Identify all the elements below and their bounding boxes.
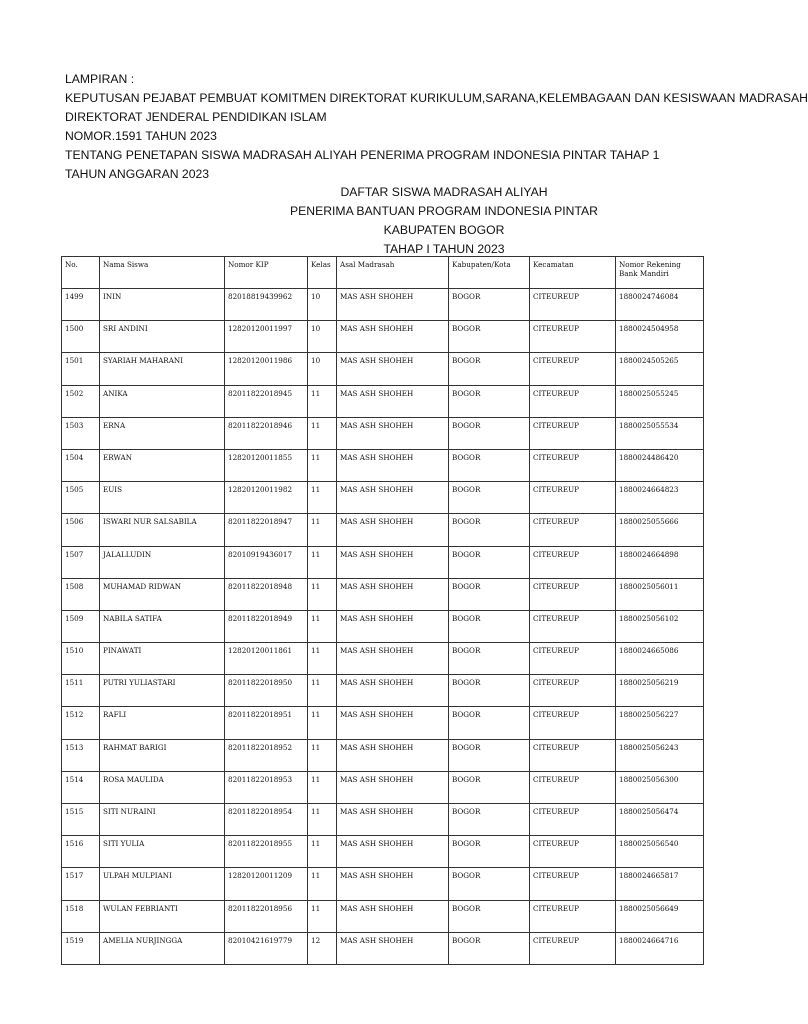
cell-nomor-kip: 82011822018947 [225,514,308,546]
cell-no: 1501 [62,353,100,385]
cell-no: 1505 [62,482,100,514]
cell-kabupaten-kota: BOGOR [449,868,530,900]
col-kabupaten-kota-header: Kabupaten/Kota [449,257,530,289]
cell-nomor-rekening: 1880024665086 [616,643,704,675]
cell-nomor-kip: 82011822018952 [225,739,308,771]
header-line-nomor: NOMOR.1591 TAHUN 2023 [65,129,217,143]
col-nama-siswa-header: Nama Siswa [100,257,225,289]
table-row [62,578,704,610]
cell-nomor-rekening: 1880025056649 [616,900,704,932]
title-line-3: KABUPATEN BOGOR [383,223,505,237]
col-no-header: No. [62,257,100,289]
cell-nomor-kip: 82010919436017 [225,546,308,578]
cell-asal-madrasah: MAS ASH SHOHEH [337,836,449,868]
cell-kecamatan: CITEUREUP [530,836,616,868]
header-line-direktorat: DIREKTORAT JENDERAL PENDIDIKAN ISLAM [65,110,327,124]
cell-asal-madrasah: MAS ASH SHOHEH [337,578,449,610]
cell-nama-siswa: SRI ANDINI [100,321,225,353]
cell-kabupaten-kota: BOGOR [449,321,530,353]
cell-asal-madrasah: MAS ASH SHOHEH [337,353,449,385]
cell-kecamatan: CITEUREUP [530,417,616,449]
cell-nomor-kip: 82011822018955 [225,836,308,868]
cell-no: 1499 [62,289,100,321]
cell-no: 1500 [62,321,100,353]
cell-asal-madrasah: MAS ASH SHOHEH [337,804,449,836]
cell-no: 1518 [62,900,100,932]
cell-kabupaten-kota: BOGOR [449,514,530,546]
cell-nama-siswa: RAFLI [100,707,225,739]
cell-no: 1519 [62,932,100,964]
col-kelas-header: Kelas [308,257,337,289]
cell-kecamatan: CITEUREUP [530,707,616,739]
cell-nomor-kip: 12820120011982 [225,482,308,514]
cell-asal-madrasah: MAS ASH SHOHEH [337,514,449,546]
cell-asal-madrasah: MAS ASH SHOHEH [337,643,449,675]
cell-kabupaten-kota: BOGOR [449,482,530,514]
cell-no: 1502 [62,385,100,417]
cell-nama-siswa: AMELIA NURJINGGA [100,932,225,964]
cell-kabupaten-kota: BOGOR [449,417,530,449]
cell-kecamatan: CITEUREUP [530,675,616,707]
cell-kabupaten-kota: BOGOR [449,804,530,836]
cell-kelas: 11 [308,900,337,932]
cell-kelas: 10 [308,289,337,321]
cell-nomor-rekening: 1880025055534 [616,417,704,449]
cell-no: 1517 [62,868,100,900]
cell-no: 1503 [62,417,100,449]
cell-kabupaten-kota: BOGOR [449,289,530,321]
cell-nama-siswa: PUTRI YULIASTARI [100,675,225,707]
cell-kecamatan: CITEUREUP [530,643,616,675]
cell-nomor-kip: 82011822018956 [225,900,308,932]
cell-no: 1511 [62,675,100,707]
cell-nomor-rekening: 1880025056219 [616,675,704,707]
cell-no: 1516 [62,836,100,868]
cell-no: 1510 [62,643,100,675]
cell-nama-siswa: ININ [100,289,225,321]
cell-kabupaten-kota: BOGOR [449,643,530,675]
cell-nama-siswa: ERWAN [100,449,225,481]
header-line-lampiran: LAMPIRAN : [65,72,135,86]
cell-no: 1509 [62,610,100,642]
table-row [62,482,704,514]
cell-kelas: 11 [308,610,337,642]
cell-kabupaten-kota: BOGOR [449,675,530,707]
cell-kecamatan: CITEUREUP [530,546,616,578]
cell-kelas: 11 [308,417,337,449]
cell-nomor-rekening: 1880025056227 [616,707,704,739]
cell-kelas: 11 [308,578,337,610]
cell-kelas: 10 [308,353,337,385]
table-row [62,900,704,932]
cell-nomor-rekening: 1880025055666 [616,514,704,546]
title-line-4: TAHAP I TAHUN 2023 [383,242,505,256]
cell-no: 1513 [62,739,100,771]
table-row [62,868,704,900]
cell-nama-siswa: JALALLUDIN [100,546,225,578]
cell-nomor-rekening: 1880024664823 [616,482,704,514]
cell-kecamatan: CITEUREUP [530,610,616,642]
cell-asal-madrasah: MAS ASH SHOHEH [337,900,449,932]
cell-nama-siswa: ANIKA [100,385,225,417]
cell-nomor-rekening: 1880024504958 [616,321,704,353]
table-row [62,449,704,481]
col-nomor-rekening-header: Nomor Rekening Bank Mandiri [616,257,704,289]
cell-kelas: 12 [308,932,337,964]
cell-asal-madrasah: MAS ASH SHOHEH [337,739,449,771]
cell-kelas: 11 [308,675,337,707]
cell-nama-siswa: SITI NURAINI [100,804,225,836]
cell-kelas: 11 [308,643,337,675]
cell-nomor-rekening: 1880025056540 [616,836,704,868]
cell-nama-siswa: MUHAMAD RIDWAN [100,578,225,610]
cell-kabupaten-kota: BOGOR [449,707,530,739]
cell-nomor-rekening: 1880024664898 [616,546,704,578]
cell-kelas: 11 [308,804,337,836]
cell-kecamatan: CITEUREUP [530,578,616,610]
cell-kabupaten-kota: BOGOR [449,385,530,417]
cell-nama-siswa: ROSA MAULIDA [100,771,225,803]
cell-nama-siswa: ULPAH MULPIANI [100,868,225,900]
cell-nomor-kip: 82011822018945 [225,385,308,417]
cell-nama-siswa: SYARIAH MAHARANI [100,353,225,385]
cell-asal-madrasah: MAS ASH SHOHEH [337,449,449,481]
cell-nama-siswa: EUIS [100,482,225,514]
cell-nomor-rekening: 1880024505265 [616,353,704,385]
cell-kecamatan: CITEUREUP [530,449,616,481]
cell-nomor-rekening: 1880025056300 [616,771,704,803]
cell-nomor-rekening: 1880024746084 [616,289,704,321]
cell-asal-madrasah: MAS ASH SHOHEH [337,289,449,321]
student-table [61,256,704,965]
cell-kelas: 11 [308,514,337,546]
cell-nama-siswa: PINAWATI [100,643,225,675]
cell-no: 1515 [62,804,100,836]
cell-no: 1507 [62,546,100,578]
cell-kabupaten-kota: BOGOR [449,836,530,868]
cell-no: 1514 [62,771,100,803]
cell-nomor-rekening: 1880025056102 [616,610,704,642]
cell-nomor-kip: 82011822018946 [225,417,308,449]
cell-nomor-kip: 82011822018953 [225,771,308,803]
header-line-keputusan: KEPUTUSAN PEJABAT PEMBUAT KOMITMEN DIREKTORAT KURIKULUM,SARANA,KELEMBAGAAN DAN KESISWAAN MADRASAH [65,91,808,105]
cell-nomor-kip: 12820120011997 [225,321,308,353]
cell-kelas: 11 [308,868,337,900]
cell-kecamatan: CITEUREUP [530,900,616,932]
cell-no: 1508 [62,578,100,610]
cell-kecamatan: CITEUREUP [530,771,616,803]
cell-kabupaten-kota: BOGOR [449,546,530,578]
cell-nomor-kip: 82018819439962 [225,289,308,321]
cell-asal-madrasah: MAS ASH SHOHEH [337,417,449,449]
cell-kecamatan: CITEUREUP [530,353,616,385]
col-kecamatan-header: Kecamatan [530,257,616,289]
header-line-tahun-anggaran: TAHUN ANGGARAN 2023 [65,167,210,181]
cell-kecamatan: CITEUREUP [530,804,616,836]
table-row [62,804,704,836]
cell-kelas: 11 [308,385,337,417]
cell-kecamatan: CITEUREUP [530,932,616,964]
cell-kecamatan: CITEUREUP [530,514,616,546]
cell-kelas: 11 [308,739,337,771]
table-row [62,707,704,739]
cell-asal-madrasah: MAS ASH SHOHEH [337,385,449,417]
cell-kecamatan: CITEUREUP [530,385,616,417]
table-row [62,836,704,868]
cell-asal-madrasah: MAS ASH SHOHEH [337,482,449,514]
cell-nama-siswa: RAHMAT BARIGI [100,739,225,771]
cell-kecamatan: CITEUREUP [530,289,616,321]
title-line-2: PENERIMA BANTUAN PROGRAM INDONESIA PINTAR [290,204,598,218]
cell-nomor-rekening: 1880025056243 [616,739,704,771]
cell-kabupaten-kota: BOGOR [449,739,530,771]
table-row [62,643,704,675]
cell-kelas: 11 [308,546,337,578]
cell-kelas: 11 [308,449,337,481]
cell-nama-siswa: ERNA [100,417,225,449]
cell-nomor-rekening: 1880024486420 [616,449,704,481]
cell-asal-madrasah: MAS ASH SHOHEH [337,868,449,900]
cell-kelas: 11 [308,771,337,803]
table-row [62,932,704,964]
cell-asal-madrasah: MAS ASH SHOHEH [337,321,449,353]
cell-kabupaten-kota: BOGOR [449,771,530,803]
cell-kelas: 11 [308,836,337,868]
cell-kecamatan: CITEUREUP [530,739,616,771]
cell-nama-siswa: WULAN FEBRIANTI [100,900,225,932]
table-row [62,321,704,353]
cell-kecamatan: CITEUREUP [530,482,616,514]
table-row [62,739,704,771]
table-row [62,610,704,642]
cell-nomor-rekening: 1880025056011 [616,578,704,610]
cell-kecamatan: CITEUREUP [530,321,616,353]
cell-kabupaten-kota: BOGOR [449,353,530,385]
cell-nomor-rekening: 1880025056474 [616,804,704,836]
decree-header [65,70,808,184]
cell-kabupaten-kota: BOGOR [449,932,530,964]
table-row [62,289,704,321]
cell-asal-madrasah: MAS ASH SHOHEH [337,546,449,578]
cell-nomor-kip: 12820120011861 [225,643,308,675]
cell-nomor-kip: 82011822018951 [225,707,308,739]
list-title [284,183,604,259]
cell-kelas: 11 [308,482,337,514]
cell-asal-madrasah: MAS ASH SHOHEH [337,675,449,707]
cell-nomor-rekening: 1880025055245 [616,385,704,417]
cell-nomor-kip: 82010421619779 [225,932,308,964]
cell-kabupaten-kota: BOGOR [449,578,530,610]
cell-nomor-kip: 82011822018950 [225,675,308,707]
table-body [62,289,704,965]
cell-nomor-kip: 12820120011986 [225,353,308,385]
cell-kabupaten-kota: BOGOR [449,610,530,642]
table-row [62,771,704,803]
cell-nomor-kip: 82011822018948 [225,578,308,610]
table-row [62,546,704,578]
cell-nomor-rekening: 1880024665817 [616,868,704,900]
cell-asal-madrasah: MAS ASH SHOHEH [337,707,449,739]
cell-kelas: 11 [308,707,337,739]
cell-no: 1506 [62,514,100,546]
cell-nama-siswa: NABILA SATIFA [100,610,225,642]
cell-nama-siswa: ISWARI NUR SALSABILA [100,514,225,546]
cell-no: 1504 [62,449,100,481]
title-line-1: DAFTAR SISWA MADRASAH ALIYAH [340,185,548,199]
cell-asal-madrasah: MAS ASH SHOHEH [337,610,449,642]
cell-nomor-rekening: 1880024664716 [616,932,704,964]
cell-kabupaten-kota: BOGOR [449,449,530,481]
cell-kabupaten-kota: BOGOR [449,900,530,932]
cell-no: 1512 [62,707,100,739]
cell-asal-madrasah: MAS ASH SHOHEH [337,932,449,964]
cell-kecamatan: CITEUREUP [530,868,616,900]
header-line-tentang: TENTANG PENETAPAN SISWA MADRASAH ALIYAH PENERIMA PROGRAM INDONESIA PINTAR TAHAP 1 [65,148,660,162]
table-header-row [62,257,704,289]
table-row [62,353,704,385]
cell-kelas: 10 [308,321,337,353]
cell-nomor-kip: 12820120011209 [225,868,308,900]
table-row [62,417,704,449]
cell-nama-siswa: SITI YULIA [100,836,225,868]
col-asal-madrasah-header: Asal Madrasah [337,257,449,289]
table-row [62,675,704,707]
cell-asal-madrasah: MAS ASH SHOHEH [337,771,449,803]
table-row [62,514,704,546]
cell-nomor-kip: 82011822018949 [225,610,308,642]
table-row [62,385,704,417]
cell-nomor-kip: 12820120011855 [225,449,308,481]
cell-nomor-kip: 82011822018954 [225,804,308,836]
col-nomor-kip-header: Nomor KIP [225,257,308,289]
